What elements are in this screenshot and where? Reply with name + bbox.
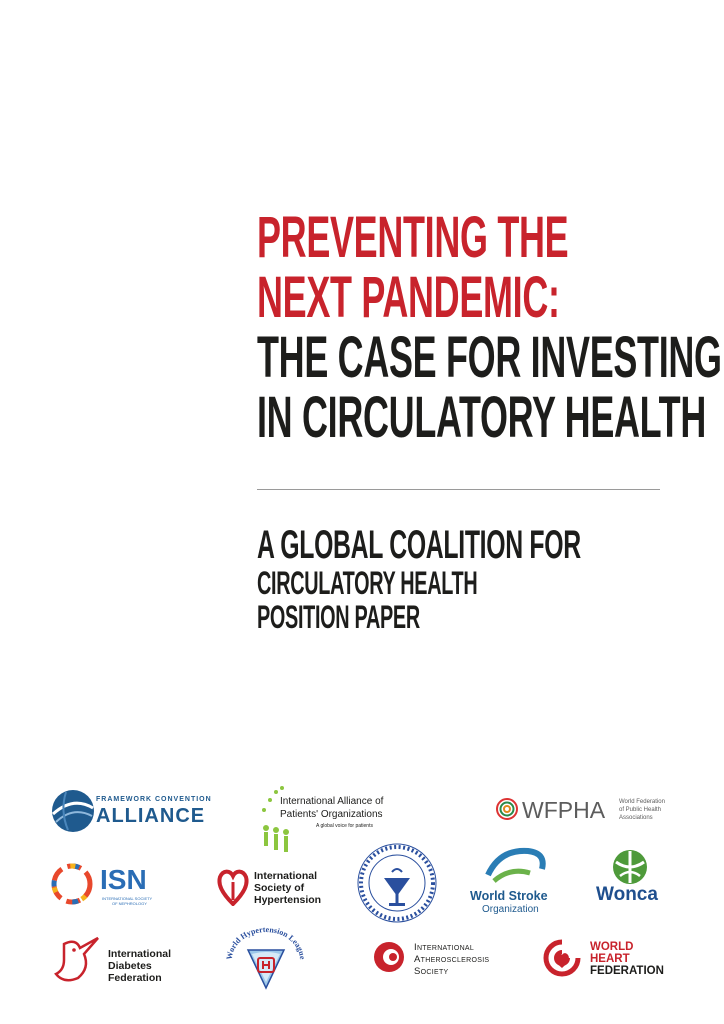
- wso-line-1: World Stroke: [470, 889, 548, 903]
- ias-line-1: International: [414, 942, 475, 953]
- wfpha-main-text: WFPHA: [522, 797, 606, 823]
- wso-logo: [470, 845, 560, 917]
- whf-line-1: WORLD: [590, 941, 634, 953]
- wonca-main-text: Wonca: [596, 884, 658, 905]
- whf-logo: [542, 938, 674, 982]
- ish-line-3: Hypertension: [254, 894, 322, 906]
- whf-line-2: HEART: [590, 953, 630, 965]
- ias-line-2: Atherosclerosis: [414, 954, 490, 965]
- subtitle-line-3: POSITION PAPER: [257, 599, 420, 635]
- ish-logo: [216, 866, 326, 910]
- document-title: [257, 205, 722, 450]
- ias-logo: [372, 940, 502, 980]
- iapo-line-1: International Alliance of: [280, 796, 384, 807]
- title-line-1: PREVENTING THE: [257, 205, 569, 270]
- ias-artery-icon: [372, 940, 406, 974]
- icn-seal-icon: [356, 842, 438, 924]
- whl-seal-icon: [222, 926, 310, 992]
- document-subtitle: [257, 524, 724, 634]
- whf-line-3: FEDERATION: [590, 965, 664, 977]
- subtitle-line-2: CIRCULATORY HEALTH: [257, 565, 478, 601]
- wso-swoosh-icon: [480, 845, 550, 889]
- wonca-globe-icon: [610, 848, 650, 886]
- isn-line-1: INTERNATIONAL SOCIETY: [102, 896, 153, 901]
- isn-logo: [50, 862, 162, 910]
- idf-line-1: International: [108, 948, 172, 960]
- wonca-logo: [596, 848, 666, 910]
- globe-icon: [50, 788, 96, 834]
- wso-line-2: Organization: [482, 904, 539, 915]
- fca-logo: [50, 788, 220, 836]
- wfpha-line-3: Associations: [619, 815, 653, 821]
- iapo-line-2: Patients' Organizations: [280, 809, 383, 820]
- fca-top-text: FRAMEWORK CONVENTION: [96, 796, 212, 803]
- ish-line-2: Society of: [254, 882, 305, 894]
- whf-heart-icon: [542, 938, 582, 978]
- wfpha-line-2: of Public Health: [619, 807, 662, 813]
- wfpha-logo: [495, 797, 667, 827]
- isn-line-2: OF NEPHROLOGY: [112, 901, 147, 906]
- fca-main-text: ALLIANCE: [96, 805, 206, 827]
- idf-line-2: Diabetes: [108, 960, 152, 972]
- title-line-3: THE CASE FOR INVESTING: [257, 325, 722, 390]
- ias-line-3: Society: [414, 966, 449, 977]
- isn-main-text: ISN: [100, 864, 147, 895]
- wfpha-line-1: World Federation: [619, 799, 665, 805]
- subtitle-line-1: A GLOBAL COALITION FOR: [257, 523, 581, 567]
- heart-icon: [216, 866, 250, 906]
- kidney-icon: [50, 862, 94, 906]
- hummingbird-icon: [50, 934, 106, 986]
- ish-line-1: International: [254, 870, 318, 882]
- title-line-2: NEXT PANDEMIC:: [257, 265, 560, 330]
- title-line-4: IN CIRCULATORY HEALTH: [257, 385, 706, 450]
- idf-logo: [50, 934, 176, 986]
- fingerprint-icon: [495, 797, 519, 821]
- people-icon: [258, 784, 298, 856]
- whl-arc-text: World Hypertension League: [224, 926, 308, 961]
- title-divider: [257, 489, 660, 490]
- iapo-tagline: A global voice for patients: [316, 823, 373, 829]
- idf-line-3: Federation: [108, 972, 162, 984]
- icn-logo: [356, 842, 438, 924]
- whl-logo: [222, 926, 310, 992]
